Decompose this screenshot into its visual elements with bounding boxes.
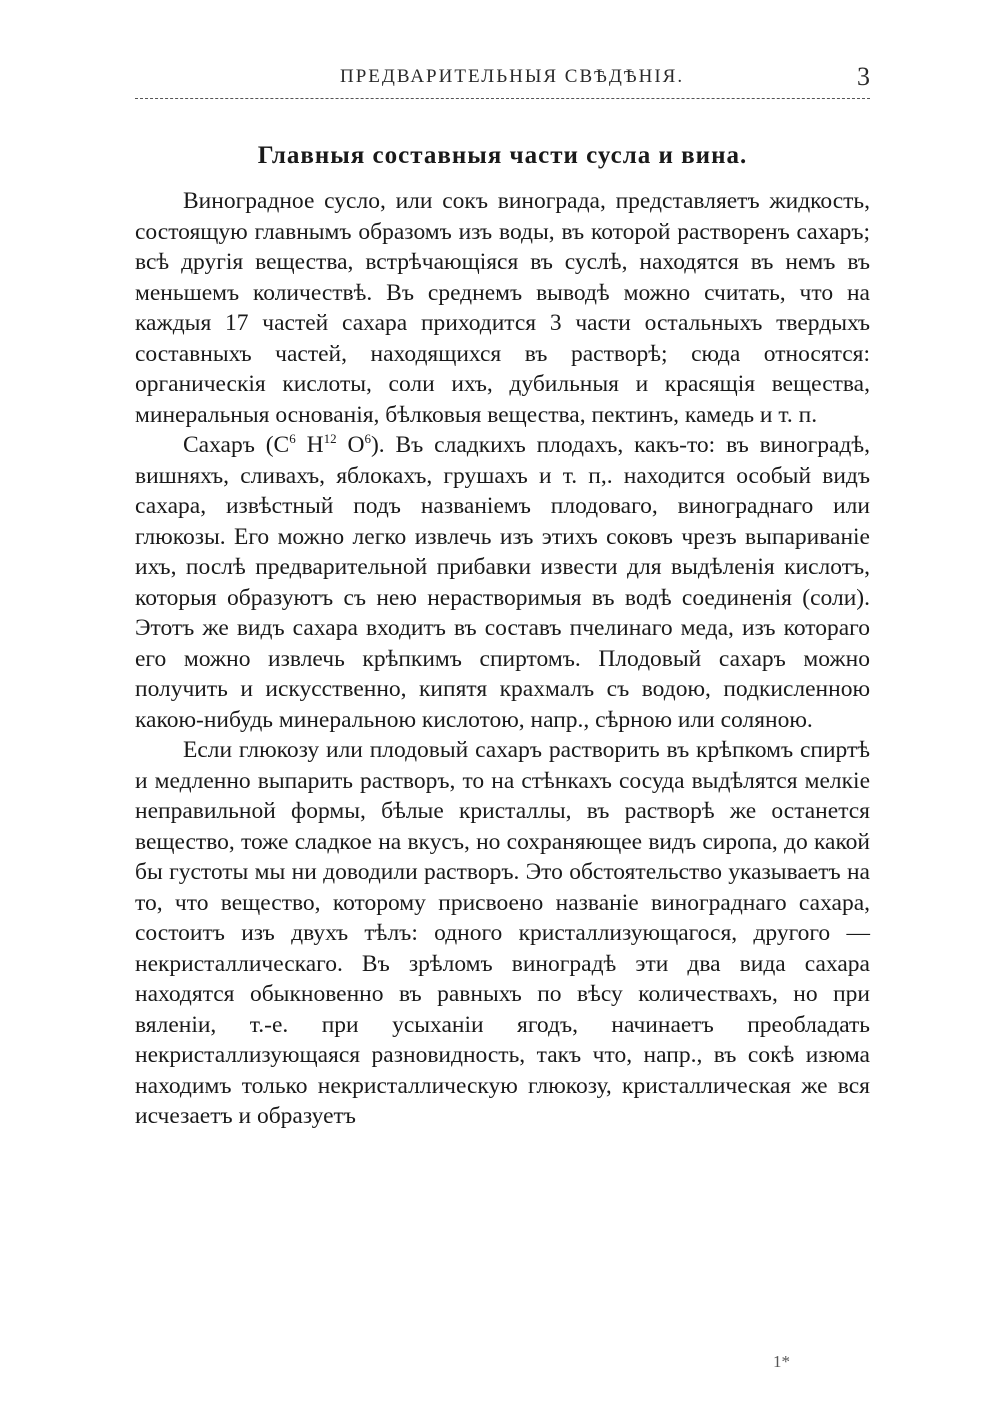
section-title: Главныя составныя части сусла и вина. <box>257 142 748 169</box>
p2-sub-c: 6 <box>289 431 296 447</box>
paragraph-2 <box>135 430 870 735</box>
page-header <box>135 62 870 100</box>
p2-rest: ). Въ сладкихъ плодахъ, какъ-то: въ виноградѣ, вишняхъ, сливахъ, яблокахъ, грушахъ и т. п,. находится особый видъ сахара, извѣстный подъ названіемъ плодоваго, винограднаго или глюкозы. Его можно легко извлечь изъ этихъ соковъ чрезъ выпариваніе ихъ, послѣ предварительной прибавки извести для выдѣленія кислотъ, которыя образуютъ съ нею нерастворимыя въ водѣ соединенія (соли). Этотъ же видъ сахара входитъ въ составъ пчелинаго меда, изъ котораго его можно извлечь крѣпкимъ спиртомъ. Плодовый сахаръ можно получить и искусственно, кипятя крахмалъ съ водою, подкисленною какою-нибудь минеральною кислотою, напр., сѣрною или соляною. <box>135 432 870 733</box>
running-title: ПРЕДВАРИТЕЛЬНЫЯ СВѢДѢНІЯ. <box>340 66 685 87</box>
p2-lead: Сахаръ (C <box>183 432 290 458</box>
header-rule <box>135 98 870 99</box>
p2-h: H <box>295 432 324 458</box>
paragraph-1: Виноградное сусло, или сокъ винограда, представляетъ жидкость, состоящую главнымъ образомъ изъ воды, въ которой растворенъ сахаръ; всѣ другія вещества, встрѣчающіяся въ суслѣ, находятся въ немъ въ меньшемъ количествѣ. Въ среднемъ выводѣ можно считать, что на каждыя 17 частей сахара приходится 3 части остальныхъ твердыхъ составныхъ частей, находящихся въ растворѣ; сюда относятся: органическія кислоты, соли ихъ, дубильныя и красящія вещества, минеральныя основанія, бѣлковыя вещества, пектинъ, камедь и т. п. <box>135 188 870 428</box>
page-number: 3 <box>857 62 870 91</box>
p2-o: O <box>336 432 365 458</box>
body-text <box>135 186 870 1132</box>
p2-sub-o: 6 <box>364 431 371 447</box>
paragraph-3: Если глюкозу или плодовый сахаръ растворить въ крѣпкомъ спиртѣ и медленно выпарить растворъ, то на стѣнкахъ сосуда выдѣлятся мелкіе неправильной формы, бѣлые кристаллы, въ растворѣ же останется вещество, тоже сладкое на вкусъ, но сохраняющее видъ сиропа, до какой бы густоты мы ни доводили растворъ. Это обстоятельство указываетъ на то, что вещество, которому присвоено названіе винограднаго сахара, состоитъ изъ двухъ тѣлъ: одного кристаллизующагося, другого — некристаллическаго. Въ зрѣломъ виноградѣ эти два вида сахара находятся обыкновенно въ равныхъ по вѣсу количествахъ, но при вяленіи, т.-е. при усыханіи ягодъ, начинаетъ преобладать некристаллизующаяся разновидность, такъ что, напр., въ сокѣ изюма находимъ только некристаллическую глюкозу, кристаллическая же вся исчезаетъ и образуетъ <box>135 737 870 1129</box>
signature-mark: 1* <box>773 1352 790 1371</box>
p2-sub-h: 12 <box>323 431 337 447</box>
